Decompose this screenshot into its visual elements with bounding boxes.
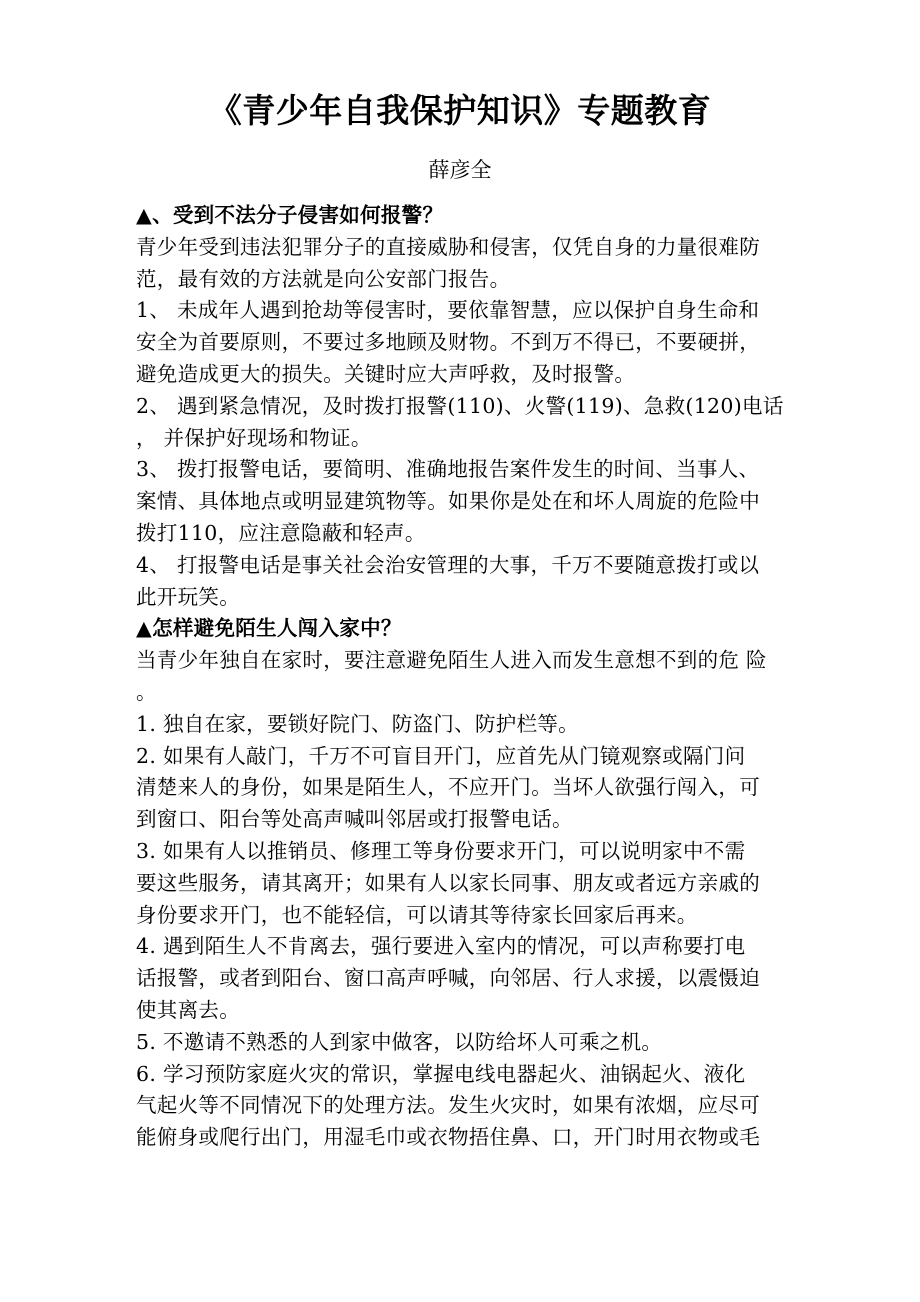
paragraph-line: 青少年受到违法犯罪分子的直接威胁和侵害，仅凭自身的力量很难防 — [136, 234, 760, 259]
paragraph-line: 1、 未成年人遇到抢劫等侵害时，要依靠智慧，应以保护自身生命和 — [136, 298, 760, 323]
paragraph-line: 话报警，或者到阳台、窗口高声呼喊，向邻居、行人求援，以震慑迫 — [136, 966, 760, 991]
paragraph-line: 安全为首要原则，不要过多地顾及财物。不到万不得已，不要硬拼， — [136, 330, 760, 355]
paragraph-line: 清楚来人的身份，如果是陌生人，不应开门。当坏人欲强行闯入，可 — [136, 775, 760, 800]
section-heading: ▲、受到不法分子侵害如何报警？ — [136, 203, 444, 227]
paragraph-line: 使其离去。 — [136, 997, 240, 1022]
paragraph-line: 1. 独自在家，要锁好院门、防盗门、防护栏等。 — [136, 711, 579, 736]
paragraph-line: 2. 如果有人敲门，千万不可盲目开门，应首先从门镜观察或隔门问 — [136, 743, 746, 768]
paragraph-line: 要这些服务，请其离开；如果有人以家长同事、朋友或者远方亲戚的 — [136, 870, 760, 895]
paragraph-line: 。 — [136, 679, 157, 704]
document-title: 《青少年自我保护知识》专题教育 — [208, 91, 712, 130]
paragraph-line: 6. 学习预防家庭火灾的常识，掌握电线电器起火、油锅起火、液化 — [136, 1061, 746, 1086]
section-heading: ▲怎样避免陌生人闯入家中？ — [136, 616, 402, 641]
section-report-police — [136, 200, 796, 613]
paragraph-line: 3、 拨打报警电话，要简明、准确地报告案件发生的时间、当事人、 — [136, 457, 760, 482]
paragraph-line: 此开玩笑。 — [136, 584, 240, 609]
paragraph-line: 气起火等不同情况下的处理方法。发生火灾时，如果有浓烟，应尽可 — [136, 1093, 760, 1118]
paragraph-line: 能俯身或爬行出门，用湿毛巾或衣物捂住鼻、口，开门时用衣物或毛 — [136, 1125, 760, 1150]
paragraph-line: 范，最有效的方法就是向公安部门报告。 — [136, 266, 511, 291]
paragraph-line: 2、 遇到紧急情况，及时拨打报警(110)、火警(119)、急救(120)电话 — [136, 393, 784, 418]
section-stranger-entry — [136, 613, 796, 1154]
document-body — [136, 200, 796, 1154]
document-author: 薛彦全 — [428, 158, 492, 182]
paragraph-line: 4、 打报警电话是事关社会治安管理的大事，千万不要随意拨打或以 — [136, 552, 760, 577]
paragraph-line: 5. 不邀请不熟悉的人到家中做客，以防给坏人可乘之机。 — [136, 1029, 663, 1054]
paragraph-line: 到窗口、阳台等处高声喊叫邻居或打报警电话。 — [136, 807, 573, 832]
paragraph-line: 避免造成更大的损失。关键时应大声呼救，及时报警。 — [136, 361, 636, 386]
paragraph-line: 当青少年独自在家时，要注意避免陌生人进入而发生意想不到的危 险 — [136, 648, 767, 673]
paragraph-line: 案情、具体地点或明显建筑物等。如果你是处在和坏人周旋的危险中 — [136, 489, 760, 514]
paragraph-line: 4. 遇到陌生人不肯离去，强行要进入室内的情况，可以声称要打电 — [136, 934, 746, 959]
paragraph-line: 拨打110，应注意隐蔽和轻声。 — [136, 520, 426, 545]
paragraph-line: 3. 如果有人以推销员、修理工等身份要求开门，可以说明家中不需 — [136, 838, 746, 863]
paragraph-line: 身份要求开门，也不能轻信，可以请其等待家长回家后再来。 — [136, 902, 698, 927]
paragraph-line: ， 并保护好现场和物证。 — [136, 425, 372, 450]
